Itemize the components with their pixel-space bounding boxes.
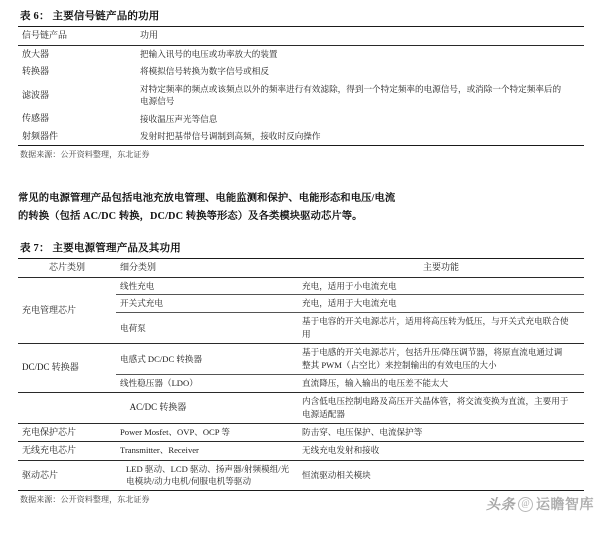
- table-7-source: 数据来源：公开资料整理，东北证券: [20, 495, 150, 505]
- table-7-body: [18, 277, 584, 491]
- table-6-function-0: 把输入讯号的电压或功率放大的装置: [140, 48, 278, 59]
- table-6-title: 表 6： 主要信号链产品的功用: [20, 11, 160, 22]
- table-7-category-5: AC/DC 转换器: [18, 392, 298, 423]
- table-row: [18, 277, 584, 295]
- table-6-product-1: 转换器: [22, 66, 50, 76]
- table-7-category-3: DC/DC 转换器: [18, 344, 116, 393]
- table-7-category-7: 无线充电芯片: [18, 442, 116, 461]
- watermark-brand: 头条: [486, 497, 515, 513]
- watermark-library: 运瞻智库: [536, 497, 594, 513]
- table-7-sub-1: 开关式充电: [116, 295, 298, 313]
- table-7-sub-2: 电荷泵: [116, 313, 298, 344]
- table-7-sub-4: 线性稳压器（LDO）: [116, 374, 298, 392]
- table-7-function-1: 充电，适用于大电流充电: [298, 295, 584, 313]
- table-6-block: [18, 8, 584, 160]
- table-7-header-category: 芯片类别: [18, 259, 116, 278]
- table-7-title: 表 7： 主要电源管理产品及其功用: [20, 243, 181, 254]
- table-7-function-5: 内含低电压控制电路及高压开关晶体管，将交流变换为直流，主要用于电源适配器: [298, 392, 584, 423]
- table-row: [18, 63, 584, 81]
- table-7-category-0: 充电管理芯片: [22, 304, 77, 315]
- table-7-function-7: 无线充电发射和接收: [298, 442, 584, 461]
- body-paragraph: [18, 190, 578, 225]
- table-row: [18, 45, 584, 63]
- table-row: [18, 442, 584, 461]
- table-7-category-8: 驱动芯片: [18, 460, 116, 491]
- table-6-product-4: 射频器件: [22, 130, 59, 141]
- table-6-source: 数据来源：公开资料整理，东北证券: [20, 150, 150, 160]
- table-7-sub-6: Power Mosfet、OVP、OCP 等: [116, 423, 298, 442]
- table-7-sub-3: 电感式 DC/DC 转换器: [116, 344, 298, 375]
- table-6-product-0: 放大器: [22, 48, 50, 59]
- table-6-product-3: 传感器: [22, 113, 50, 124]
- table-row: [18, 344, 584, 375]
- table-7-category-6: 充电保护芯片: [18, 423, 116, 442]
- table-7-function-6: 防击穿、电压保护、电流保护等: [298, 423, 584, 442]
- table-6-header-row: [18, 27, 584, 46]
- table-6-function-3: 接收温压声光等信息: [140, 113, 218, 124]
- table-6-head: [18, 27, 584, 46]
- table-7-function-4: 直流降压，输入输出的电压差不能太大: [298, 374, 584, 392]
- table-7-block: [18, 240, 584, 505]
- table-row: [18, 81, 584, 111]
- table-6-header-function: 功用: [136, 27, 584, 46]
- table-row: [18, 460, 584, 491]
- table-6-function-4: 发射时把基带信号调制到高频，接收时反向操作: [140, 131, 321, 142]
- table-7-header-row: [18, 259, 584, 278]
- table-6-product-2: 滤波器: [22, 89, 50, 100]
- table-7-function-3: 基于电感的开关电源芯片，包括升压/降压调节器，将原直流电通过调整其 PWM（占空比）来控制输出的有效电压的大小: [298, 344, 584, 375]
- paragraph-line-2: 的转换（包括 AC/DC 转换，DC/DC 转换等形态）及各类模块驱动芯片等。: [18, 210, 363, 222]
- table-6-body: [18, 45, 584, 146]
- table-6-function-2: 对特定频率的频点或该频点以外的频率进行有效滤除，得到一个特定频率的电源信号，或消除一个特定频率后的电源信号: [140, 83, 562, 107]
- table-7-function-2: 基于电容的开关电源芯片，适用将高压转为低压，与开关式充电联合使用: [298, 313, 584, 344]
- table-7-header-function: 主要功能: [298, 259, 584, 278]
- table-7-sub-7: Transmitter、Receiver: [116, 442, 298, 461]
- table-7-sub-0: 线性充电: [120, 280, 155, 291]
- table-6-function-1: 将模拟信号转换为数字信号或相反: [140, 66, 269, 77]
- table-6-header-product: 信号链产品: [18, 27, 136, 46]
- table-7-function-0: 充电，适用于小电流充电: [302, 280, 397, 291]
- table-6: [18, 26, 584, 146]
- table-row: [18, 423, 584, 442]
- table-7-function-8: 恒流驱动相关模块: [298, 460, 584, 491]
- at-sign-icon: @: [518, 497, 533, 512]
- table-7-header-sub: 细分类别: [116, 259, 298, 278]
- table-7-sub-8: LED 驱动、LCD 驱动、扬声器/射频模组/光电模块/动力电机/伺服电机等驱动: [116, 460, 298, 491]
- table-row: [18, 110, 584, 128]
- table-7-head: [18, 259, 584, 278]
- paragraph-line-1: 常见的电源管理产品包括电池充放电管理、电能监测和保护、电能形态和电压/电流: [18, 193, 396, 204]
- table-row: [18, 392, 584, 423]
- table-row: [18, 128, 584, 146]
- table-7: [18, 258, 584, 491]
